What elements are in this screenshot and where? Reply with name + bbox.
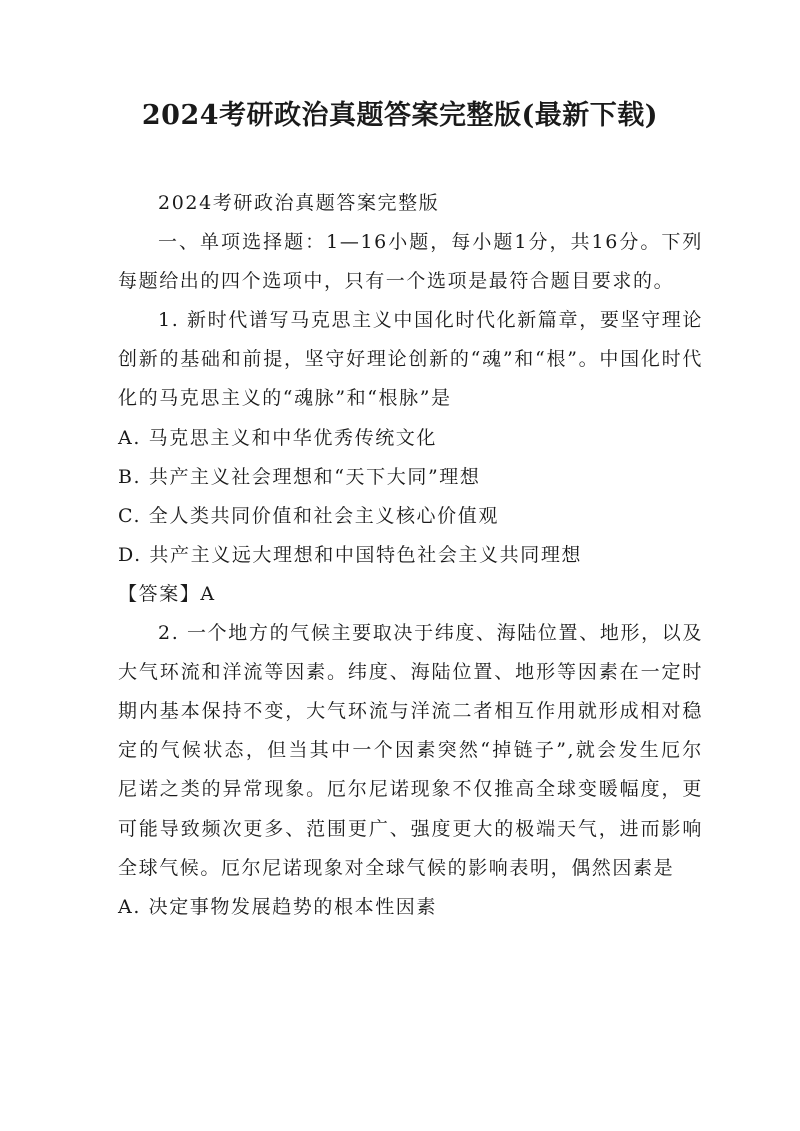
question-1-option-d: D. 共产主义远大理想和中国特色社会主义共同理想	[118, 543, 583, 566]
section-header: 一、单项选择题：1—16小题，每小题1分，共16分。下列每题给出的四个选项中，只有一个选项是最符合题目要求的。	[118, 231, 703, 293]
question-2-option-a: A. 决定事物发展趋势的根本性因素	[118, 895, 438, 918]
document-title: 2024考研政治真题答案完整版(最新下载)	[141, 100, 659, 131]
document-body	[118, 184, 703, 927]
question-1-answer: 【答案】A	[118, 582, 216, 605]
question-1-option-c: C. 全人类共同价值和社会主义核心价值观	[118, 504, 499, 527]
question-1-stem: 1. 新时代谱写马克思主义中国化时代化新篇章，要坚守理论创新的基础和前提，坚守好理论创新的“魂”和“根”。中国化时代化的马克思主义的“魂脉”和“根脉”是	[118, 309, 703, 410]
question-1-option-a: A. 马克思主义和中华优秀传统文化	[118, 426, 438, 449]
question-2-stem: 2. 一个地方的气候主要取决于纬度、海陆位置、地形，以及大气环流和洋流等因素。纬度、海陆位置、地形等因素在一定时期内基本保持不变，大气环流与洋流二者相互作用就形成相对稳定的气候状态，但当其中一个因素突然“掉链子”,就会发生厄尔尼诺之类的异常现象。厄尔尼诺现象不仅推高全球变暖幅度，更可能导致频次更多、范围更广、强度更大的极端天气，进而影响全球气候。厄尔尼诺现象对全球气候的影响表明，偶然因素是	[118, 622, 703, 879]
question-1-option-b: B. 共产主义社会理想和“天下大同”理想	[118, 465, 481, 488]
subtitle: 2024考研政治真题答案完整版	[158, 192, 440, 214]
